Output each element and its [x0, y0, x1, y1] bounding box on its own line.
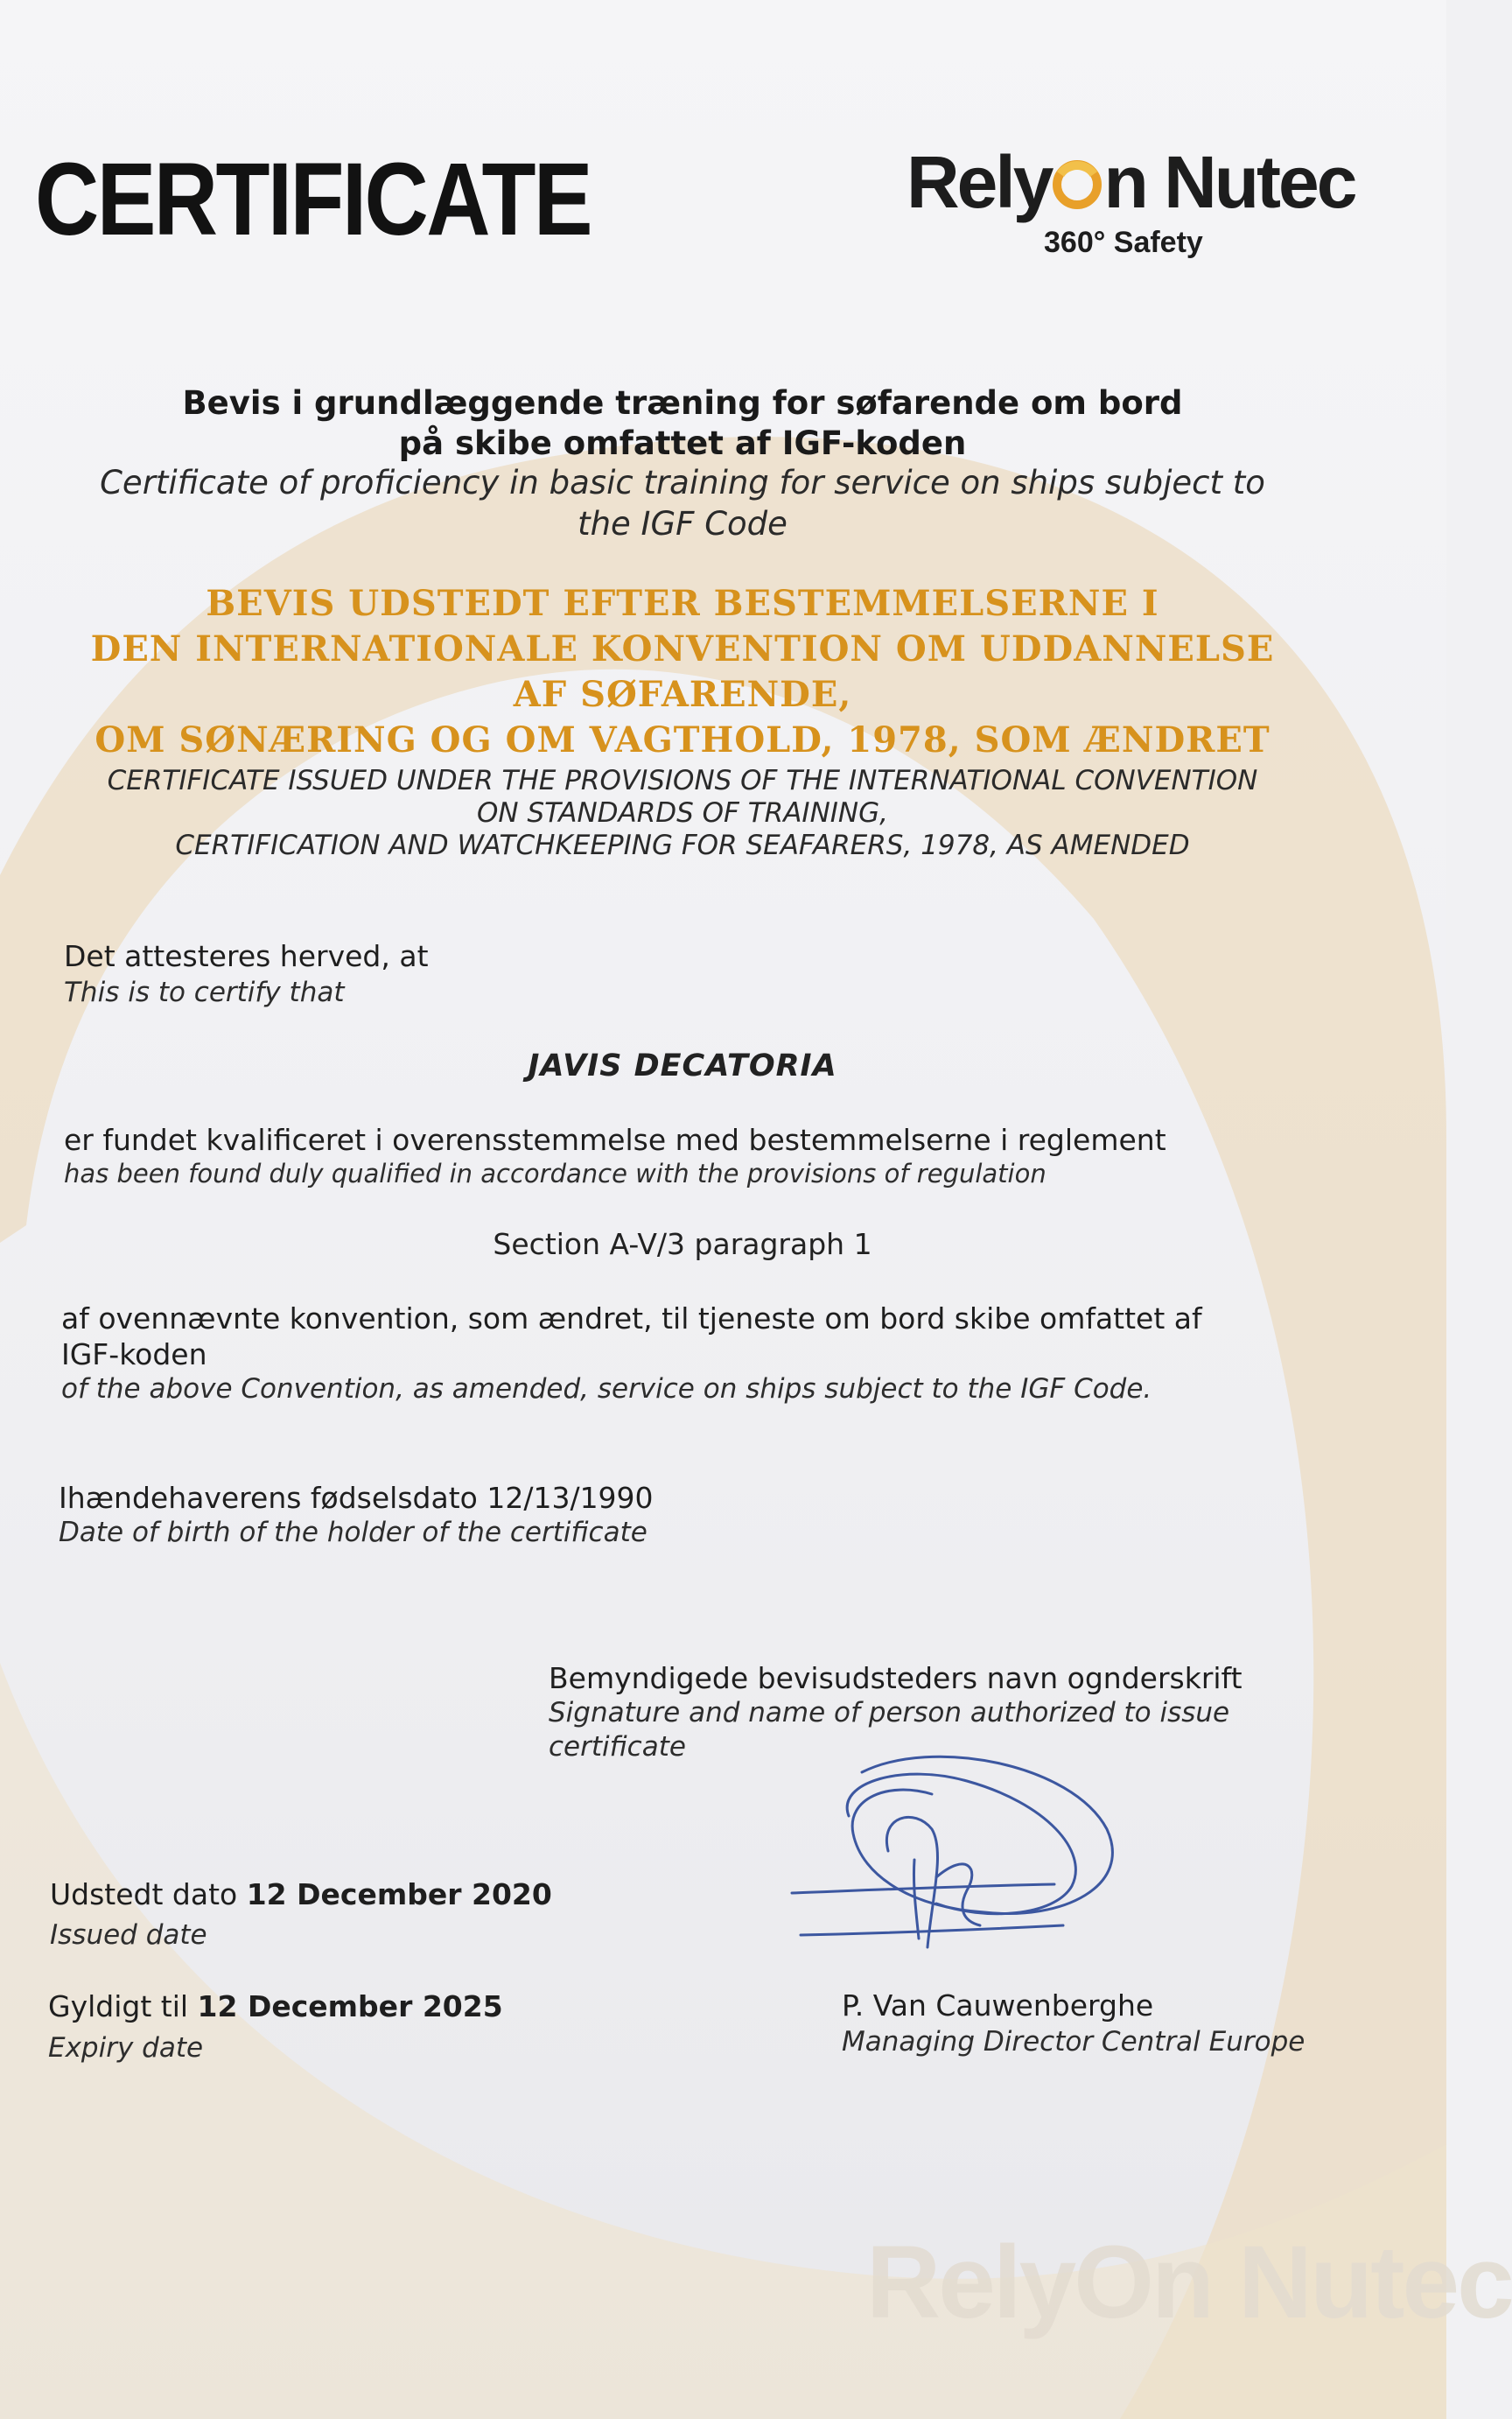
- expiry-label: Gyldigt til: [48, 1989, 189, 2023]
- convention-danish-line2: DEN INTERNATIONALE KONVENTION OM UDDANNELSE: [90, 628, 1275, 670]
- heading-danish-line2: på skibe omfattet af IGF-koden: [398, 424, 967, 462]
- signer-title: Managing Director Central Europe: [842, 2026, 1306, 2058]
- certificate-title: CERTIFICATE: [35, 142, 591, 257]
- authority-english-line1: Signature and name of person authorized to issue: [549, 1697, 1230, 1728]
- signer-name: P. Van Cauwenberghe: [842, 1988, 1154, 2023]
- qualified-english: has been found duly qualified in accordance with the provisions of regulation: [64, 1159, 1046, 1188]
- holder-name: JAVIS DECATORIA: [528, 1048, 837, 1083]
- convention-english-line1: CERTIFICATE ISSUED UNDER THE PROVISIONS OF THE INTERNATIONAL CONVENTION: [107, 765, 1258, 796]
- service-english: of the above Convention, as amended, service on ships subject to the IGF Code.: [61, 1373, 1152, 1405]
- heading-english-line2: the IGF Code: [578, 505, 788, 543]
- regulation-section: Section A-V/3 paragraph 1: [493, 1227, 872, 1261]
- convention-danish-line1: BEVIS UDSTEDT EFTER BESTEMMELSERNE I: [206, 583, 1159, 624]
- convention-english-line3: CERTIFICATION AND WATCHKEEPING FOR SEAFARERS, 1978, AS AMENDED: [175, 830, 1190, 861]
- service-danish-line2: IGF-koden: [61, 1337, 207, 1371]
- issued-english: Issued date: [50, 1919, 207, 1951]
- convention-danish: [0, 581, 1365, 763]
- convention-english: [0, 765, 1365, 862]
- signature-image: [783, 1746, 1133, 1974]
- logo-watermark: RelyOn Nutec: [866, 2225, 1512, 2340]
- heading-english-line1: Certificate of proficiency in basic training for service on ships subject to: [100, 464, 1265, 501]
- expiry-danish: [48, 1989, 503, 2024]
- expiry-english: Expiry date: [48, 2032, 204, 2064]
- qualified-danish: er fundet kvalificeret i overensstemmelse med bestemmelserne i reglement: [64, 1123, 1166, 1157]
- convention-danish-line3: AF SØFARENDE,: [513, 674, 852, 715]
- birth-date: 12/13/1990: [486, 1481, 654, 1515]
- expiry-date: 12 December 2025: [197, 1989, 503, 2023]
- logo-text-nutec: n Nutec: [1103, 141, 1355, 223]
- authority-english-line2: certificate: [549, 1731, 686, 1763]
- logo-o-icon: [1052, 147, 1102, 200]
- issued-danish: [50, 1877, 552, 1912]
- convention-danish-line4: OM SØNÆRING OG OM VAGTHOLD, 1978, SOM ÆNDRET: [94, 719, 1270, 761]
- service-danish-line1: af ovennævnte konvention, som ændret, til tjeneste om bord skibe omfattet af: [61, 1301, 1202, 1336]
- convention-english-line2: ON STANDARDS OF TRAINING,: [477, 797, 888, 829]
- birth-danish: [59, 1481, 654, 1516]
- issued-date: 12 December 2020: [246, 1877, 552, 1911]
- heading-english: [0, 462, 1365, 544]
- certify-english: This is to certify that: [64, 977, 345, 1008]
- heading-danish-line1: Bevis i grundlæggende træning for søfarende om bord: [182, 384, 1183, 422]
- logo-tagline: 360° Safety: [1044, 226, 1203, 259]
- authority-danish: Bemyndigede bevisudsteders navn ognderskrift: [549, 1661, 1242, 1695]
- relyon-nutec-logo: [906, 141, 1362, 277]
- heading-danish: [0, 383, 1365, 464]
- certify-danish: Det attesteres herved, at: [64, 939, 429, 973]
- birth-label: Ihændehaverens fødselsdato: [59, 1481, 478, 1515]
- issued-label: Udstedt dato: [50, 1877, 238, 1911]
- birth-english: Date of birth of the holder of the certificate: [59, 1517, 648, 1548]
- logo-text-rely: Rely: [906, 141, 1052, 223]
